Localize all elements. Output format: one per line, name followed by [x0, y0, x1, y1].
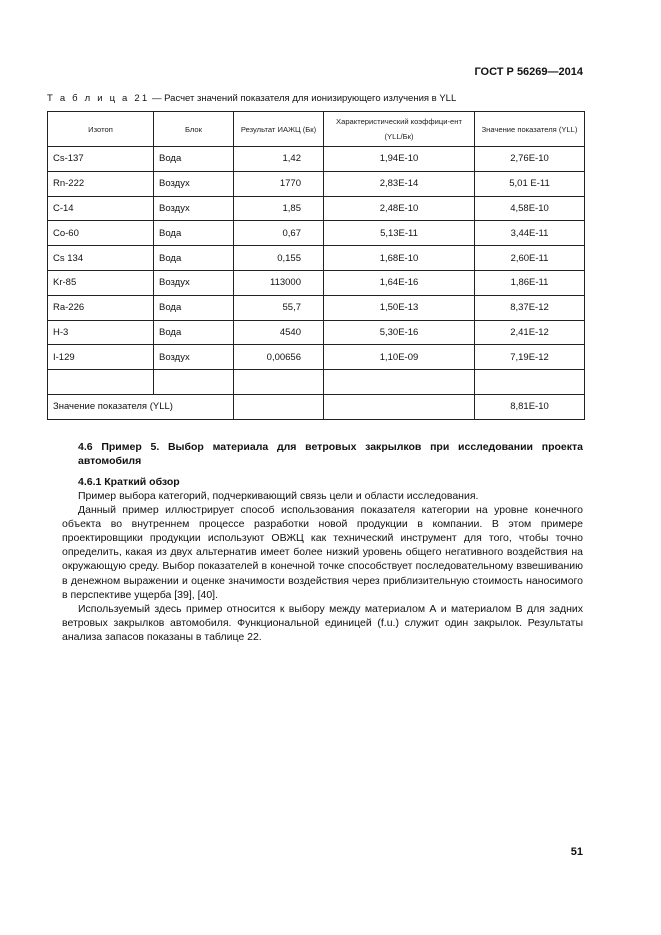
table-row — [48, 147, 585, 172]
indicator-cell: 5,01 E-11 — [475, 171, 585, 196]
result-cell: 0,155 — [234, 246, 324, 271]
subsection-heading: 4.6.1 Краткий обзор — [78, 476, 180, 488]
coefficient-cell: 5,30E-16 — [324, 320, 475, 345]
block-cell: Воздух — [154, 196, 234, 221]
coefficient-cell: 1,10E-09 — [324, 345, 475, 370]
empty-cell — [475, 370, 585, 395]
isotope-cell: Cs-137 — [48, 147, 154, 172]
table-row — [48, 246, 585, 271]
column-header: Характеристический коэффици-ент (YLL/Бк) — [324, 112, 475, 147]
table-row — [48, 221, 585, 246]
empty-cell — [324, 394, 475, 419]
total-row — [48, 394, 585, 419]
block-cell: Вода — [154, 246, 234, 271]
isotope-cell: Ra-226 — [48, 295, 154, 320]
block-cell: Воздух — [154, 345, 234, 370]
indicator-cell: 8,37E-12 — [475, 295, 585, 320]
empty-cell — [324, 370, 475, 395]
coefficient-cell: 2,48E-10 — [324, 196, 475, 221]
section-heading: 4.6 Пример 5. Выбор материала для ветровых закрылков при исследовании проекта автомобиля — [78, 441, 583, 467]
body-text — [62, 489, 583, 644]
coefficient-cell: 2,83E-14 — [324, 171, 475, 196]
indicator-cell: 3,44E-11 — [475, 221, 585, 246]
table-row — [48, 196, 585, 221]
paragraph: Данный пример иллюстрирует способ использования показателя категории на уровне конечного объекта во внутреннем процессе разработки новой продукции в компании. В этом примере проектировщики продукции используют ОВЖЦ как технический инструмент для того, чтобы точно определить, какая из двух альтернатив имеет более низкий уровень общего негативного воздействия на окружающую среду. Выбор показателей в конечной точке способствует последовательному взвешиванию в денежном выражении и оценке значимости воздействия через приблизительную стоимость наносимого в перспективе ущерба [39], [40]. — [62, 504, 583, 601]
block-cell: Вода — [154, 147, 234, 172]
result-cell: 1,85 — [234, 196, 324, 221]
result-cell: 0,67 — [234, 221, 324, 246]
block-cell: Воздух — [154, 171, 234, 196]
table-caption-label: Т а б л и ц а 21 — [47, 93, 150, 104]
empty-row — [48, 370, 585, 395]
block-cell: Вода — [154, 295, 234, 320]
isotope-cell: H-3 — [48, 320, 154, 345]
result-cell: 113000 — [234, 270, 324, 295]
column-header: Блок — [154, 112, 234, 147]
coefficient-cell: 5,13E-11 — [324, 221, 475, 246]
indicator-cell: 2,60E-11 — [475, 246, 585, 271]
total-value: 8,81E-10 — [475, 394, 585, 419]
empty-cell — [154, 370, 234, 395]
document-id: ГОСТ Р 56269—2014 — [474, 66, 583, 78]
result-cell: 55,7 — [234, 295, 324, 320]
isotope-cell: Rn-222 — [48, 171, 154, 196]
page-number: 51 — [570, 846, 583, 858]
block-cell: Воздух — [154, 270, 234, 295]
indicator-cell: 1,86E-11 — [475, 270, 585, 295]
column-header: Изотоп — [48, 112, 154, 147]
result-cell: 1770 — [234, 171, 324, 196]
indicator-cell: 2,76E-10 — [475, 147, 585, 172]
empty-cell — [234, 370, 324, 395]
indicator-cell: 4,58E-10 — [475, 196, 585, 221]
table-row — [48, 320, 585, 345]
isotope-cell: Kr-85 — [48, 270, 154, 295]
empty-cell — [234, 394, 324, 419]
table-caption-text: — Расчет значений показателя для ионизирующего излучения в YLL — [149, 93, 457, 104]
result-cell: 1,42 — [234, 147, 324, 172]
indicator-cell: 7,19E-12 — [475, 345, 585, 370]
table-row — [48, 270, 585, 295]
column-header: Результат ИАЖЦ (Бк) — [234, 112, 324, 147]
coefficient-cell: 1,64E-16 — [324, 270, 475, 295]
paragraph: Пример выбора категорий, подчеркивающий связь цели и области исследования. — [78, 490, 479, 502]
table-row — [48, 295, 585, 320]
coefficient-cell: 1,94E-10 — [324, 147, 475, 172]
table-row — [48, 171, 585, 196]
result-cell: 0,00656 — [234, 345, 324, 370]
isotope-cell: Cs 134 — [48, 246, 154, 271]
isotope-cell: I-129 — [48, 345, 154, 370]
coefficient-cell: 1,50E-13 — [324, 295, 475, 320]
paragraph: Используемый здесь пример относится к выбору между материалом А и материалом В для задних ветровых закрылков автомобиля. Функциональной единицей (f.u.) служит один закрылок. Результаты анализа запасов показаны в таблице 22. — [62, 602, 583, 643]
indicator-cell: 2,41E-12 — [475, 320, 585, 345]
block-cell: Вода — [154, 320, 234, 345]
column-header: Значение показателя (YLL) — [475, 112, 585, 147]
table-header-row — [48, 112, 585, 147]
isotope-cell: C-14 — [48, 196, 154, 221]
result-cell: 4540 — [234, 320, 324, 345]
empty-cell — [48, 370, 154, 395]
table-row — [48, 345, 585, 370]
table-caption — [47, 93, 456, 104]
yll-table — [47, 111, 585, 420]
isotope-cell: Co-60 — [48, 221, 154, 246]
block-cell: Вода — [154, 221, 234, 246]
coefficient-cell: 1,68E-10 — [324, 246, 475, 271]
total-label: Значение показателя (YLL) — [48, 394, 234, 419]
